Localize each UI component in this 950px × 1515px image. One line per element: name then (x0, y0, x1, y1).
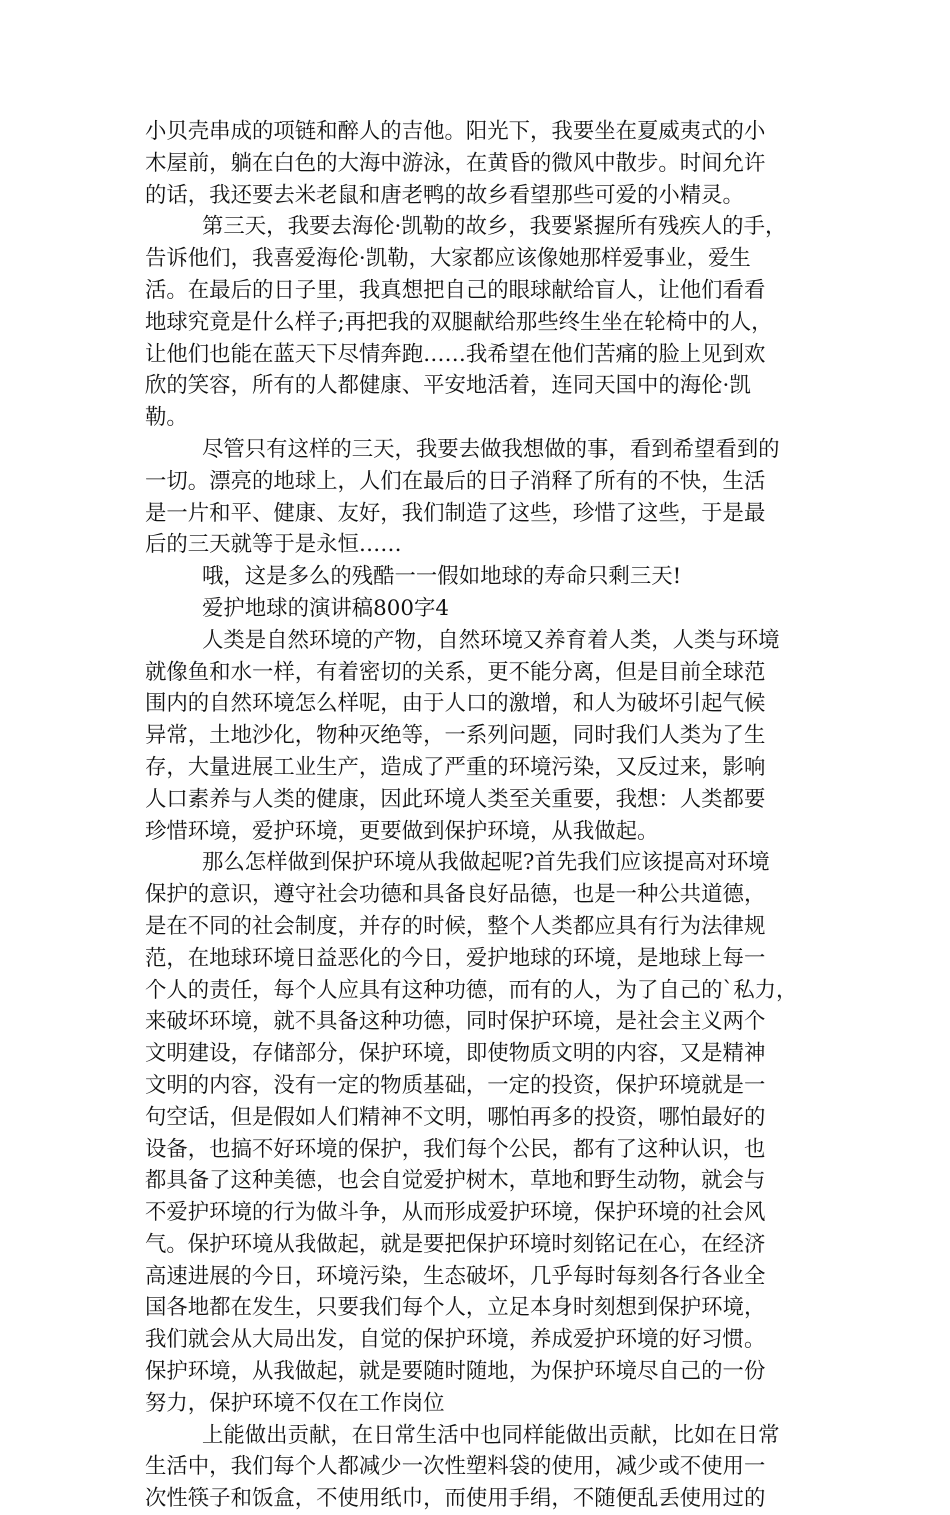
paragraph-4 (145, 561, 810, 593)
text-line: 来破坏环境，就不具备这种功德，同时保护环境，是社会主义两个 (145, 1009, 766, 1035)
text-line: 都具备了这种美德，也会自觉爱护树木，草地和野生动物，就会与 (145, 1168, 766, 1194)
text-line: 国各地都在发生，只要我们每个人，立足本身时刻想到保护环境， (145, 1295, 766, 1321)
text-line: 不爱护环境的行为做斗争，从而形成爱护环境，保护环境的社会风 (145, 1200, 766, 1226)
paragraph-6 (145, 625, 810, 848)
text-line: 生活中，我们每个人都减少一次性塑料袋的使用，减少或不使用一 (145, 1454, 766, 1480)
text-line: 围内的自然环境怎么样呢，由于人口的激增，和人为破坏引起气候 (145, 691, 766, 717)
text-line: 让他们也能在蓝天下尽情奔跑……我希望在他们苦痛的脸上见到欢 (145, 341, 766, 367)
paragraph-3 (145, 434, 810, 561)
text-line: 那么怎样做到保护环境从我做起呢?首先我们应该提高对环境 (202, 850, 770, 876)
text-line: 活。在最后的日子里，我真想把自己的眼球献给盲人，让他们看看 (145, 277, 766, 303)
text-line: 存，大量进展工业生产，造成了严重的环境污染，又反过来，影响 (145, 754, 766, 780)
text-line: 设备，也搞不好环境的保护，我们每个公民，都有了这种认识，也 (145, 1136, 766, 1162)
text-line: 欣的笑容，所有的人都健康、平安地活着，连同天国中的海伦·凯 (145, 373, 751, 399)
text-line: 人类是自然环境的产物，自然环境又养育着人类，人类与环境 (202, 627, 780, 653)
text-line: 勒。 (145, 405, 188, 431)
text-line: 上能做出贡献，在日常生活中也同样能做出贡献，比如在日常 (202, 1422, 780, 1448)
text-line: 努力，保护环境不仅在工作岗位 (145, 1390, 445, 1416)
text-line: 是在不同的社会制度，并存的时候，整个人类都应具有行为法律规 (145, 913, 766, 939)
text-line: 第三天，我要去海伦·凯勒的故乡，我要紧握所有残疾人的手， (202, 214, 787, 240)
text-line: 哦，这是多么的残酷一一假如地球的寿命只剩三天! (202, 564, 682, 590)
text-line: 句空话，但是假如人们精神不文明，哪怕再多的投资，哪怕最好的 (145, 1104, 766, 1130)
text-line: 文明建设，存储部分，保护环境，即使物质文明的内容，又是精神 (145, 1041, 766, 1067)
paragraph-2 (145, 211, 810, 434)
text-line: 的话，我还要去米老鼠和唐老鸭的故乡看望那些可爱的小精灵。 (145, 182, 744, 208)
text-line: 后的三天就等于是永恒…… (145, 532, 402, 558)
paragraph-1 (145, 116, 810, 211)
text-line: 爱护地球的演讲稿800字4 (202, 595, 449, 621)
text-line: 保护的意识，遵守社会功德和具备良好品德，也是一种公共道德， (145, 882, 766, 908)
text-line: 我们就会从大局出发，自觉的保护环境，养成爱护环境的好习惯。 (145, 1327, 766, 1353)
text-line: 是一片和平、健康、友好，我们制造了这些，珍惜了这些，于是最 (145, 500, 766, 526)
text-line: 范，在地球环境日益恶化的今日，爱护地球的环境，是地球上每一 (145, 945, 766, 971)
text-line: 地球究竟是什么样子;再把我的双腿献给那些终生坐在轮椅中的人， (145, 309, 773, 335)
text-line: 高速进展的今日，环境污染，生态破坏，几乎每时每刻各行各业全 (145, 1263, 766, 1289)
text-line: 人口素养与人类的健康，因此环境人类至关重要，我想：人类都要 (145, 786, 766, 812)
text-line: 异常，土地沙化，物种灭绝等，一系列问题，同时我们人类为了生 (145, 723, 766, 749)
text-line: 保护环境，从我做起，就是要随时随地，为保护环境尽自己的一份 (145, 1359, 766, 1385)
paragraph-8 (145, 1420, 810, 1515)
text-line: 就像鱼和水一样，有着密切的关系，更不能分离，但是目前全球范 (145, 659, 766, 685)
section-heading (145, 593, 810, 625)
text-line: 木屋前，躺在白色的大海中游泳，在黄昏的微风中散步。时间允许 (145, 150, 766, 176)
text-line: 次性筷子和饭盒，不使用纸巾，而使用手绢，不随便乱丢使用过的 (145, 1486, 766, 1512)
text-line: 个人的责任，每个人应具有这种功德，而有的人，为了自己的`私力， (145, 977, 798, 1003)
text-line: 一切。漂亮的地球上，人们在最后的日子消释了所有的不快，生活 (145, 468, 766, 494)
paragraph-7 (145, 847, 810, 1419)
text-line: 尽管只有这样的三天，我要去做我想做的事，看到希望看到的 (202, 436, 780, 462)
text-line: 小贝壳串成的项链和醉人的吉他。阳光下，我要坐在夏威夷式的小 (145, 119, 766, 144)
text-line: 气。保护环境从我做起，就是要把保护环境时刻铭记在心，在经济 (145, 1231, 766, 1257)
text-line: 告诉他们，我喜爱海伦·凯勒，大家都应该像她那样爱事业，爱生 (145, 246, 751, 272)
text-line: 珍惜环境，爱护环境，更要做到保护环境，从我做起。 (145, 818, 659, 844)
document-page (145, 116, 810, 1515)
text-line: 文明的内容，没有一定的物质基础，一定的投资，保护环境就是一 (145, 1072, 766, 1098)
